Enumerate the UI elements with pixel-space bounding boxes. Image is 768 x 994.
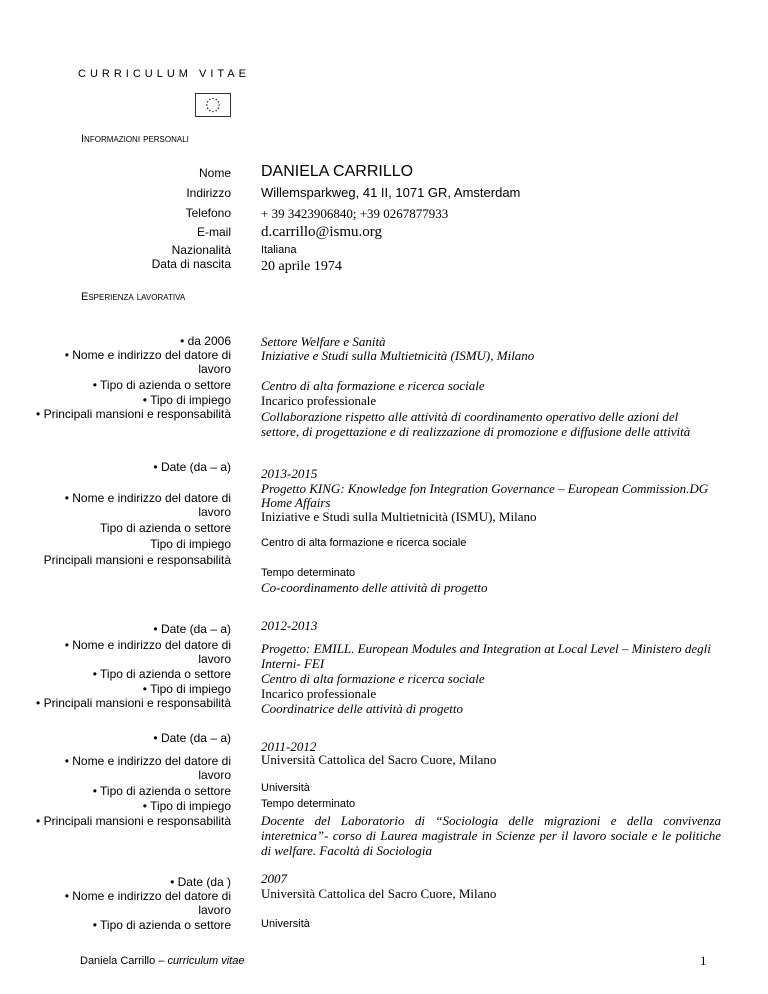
- job5-date-label: • Date (da ): [170, 875, 231, 889]
- eu-flag-icon: [195, 93, 231, 117]
- job4-employer: Università Cattolica del Sacro Cuore, Milano: [261, 752, 497, 767]
- job5-type-label: • Tipo di azienda o settore: [92, 918, 231, 932]
- job2-duties-label: Principali mansioni e responsabilità: [43, 553, 231, 567]
- job4-dates: 2011-2012: [261, 739, 317, 754]
- phone-label: Telefono: [185, 206, 231, 220]
- page-number: 1: [700, 953, 707, 968]
- job1-employer-label-2: lavoro: [198, 362, 231, 376]
- job2-dates: 2013-2015: [261, 466, 318, 481]
- job1-date-label: • da 2006: [180, 334, 231, 348]
- email-label: E-mail: [196, 225, 231, 239]
- job1-duties-2: settore, di progettazione e di realizzazione di promozione e diffusione delle attività: [261, 424, 691, 439]
- job4-employer-label-2: lavoro: [198, 768, 231, 782]
- name-value: DANIELA CARRILLO: [261, 163, 414, 180]
- job5-type: Università: [261, 918, 310, 930]
- address-label: Indirizzo: [186, 186, 231, 200]
- job1-role-label: • Tipo di impiego: [142, 393, 231, 407]
- document-title: CURRICULUM VITAE: [78, 68, 250, 80]
- name-label: Nome: [198, 166, 231, 180]
- birth-value: 20 aprile 1974: [261, 259, 342, 274]
- job3-role-label: • Tipo di impiego: [142, 682, 231, 696]
- birth-label: Data di nascita: [151, 257, 231, 271]
- job5-employer-label-2: lavoro: [198, 903, 231, 917]
- job5-employer-label: • Nome e indirizzo del datore di: [64, 889, 231, 903]
- job3-dates: 2012-2013: [261, 618, 318, 633]
- job2-duties: Co-coordinamento delle attività di progetto: [261, 580, 488, 595]
- job1-type: Centro di alta formazione e ricerca sociale: [261, 378, 485, 393]
- section-personal-info: Informazioni personali: [81, 133, 189, 145]
- email-value: d.carrillo@ismu.org: [261, 224, 383, 240]
- job4-duties-label: • Principali mansioni e responsabilità: [36, 814, 231, 828]
- job3-type: Centro di alta formazione e ricerca sociale: [261, 671, 485, 686]
- job5-dates: 2007: [261, 871, 287, 886]
- address-value: Willemsparkweg, 41 II, 1071 GR, Amsterdam: [261, 185, 521, 200]
- job2-project-2: Home Affairs: [261, 495, 331, 510]
- job2-type-label: Tipo di azienda o settore: [100, 521, 231, 535]
- job4-type: Università: [261, 782, 310, 794]
- job3-role: Incarico professionale: [261, 686, 377, 701]
- job3-type-label: • Tipo di azienda o settore: [92, 667, 231, 681]
- job3-project-2: Interni- FEI: [261, 656, 325, 671]
- nationality-label: Nazionalità: [171, 243, 231, 257]
- job4-type-label: • Tipo di azienda o settore: [92, 784, 231, 798]
- job4-role: Tempo determinato: [261, 798, 356, 810]
- job2-date-label: • Date (da – a): [153, 460, 231, 474]
- job1-type-label: • Tipo di azienda o settore: [92, 378, 231, 392]
- phone-value: + 39 3423906840; +39 0267877933: [261, 206, 449, 221]
- job3-duties-label: • Principali mansioni e responsabilità: [36, 696, 231, 710]
- job2-project-1: Progetto KING: Knowledge fon Integration Governance – European Commission.DG: [261, 481, 709, 496]
- job2-employer-label: • Nome e indirizzo del datore di: [64, 491, 231, 505]
- job4-role-label: • Tipo di impiego: [142, 799, 231, 813]
- job2-type: Centro di alta formazione e ricerca sociale: [261, 537, 467, 549]
- job4-duties-2: interetnica”- corso di Laurea magistrale in Scienze per il lavoro sociale e le politiche: [261, 828, 721, 843]
- nationality-value: Italiana: [261, 244, 297, 256]
- footer-author: Daniela Carrillo – curriculum vitae: [80, 955, 245, 967]
- job3-duties: Coordinatrice delle attività di progetto: [261, 701, 463, 716]
- job1-role: Incarico professionale: [261, 393, 377, 408]
- job3-employer-label-2: lavoro: [198, 652, 231, 666]
- job2-role: Tempo determinato: [261, 567, 356, 579]
- job2-employer-label-2: lavoro: [198, 505, 231, 519]
- job3-project-1: Progetto: EMILL. European Modules and Integration at Local Level – Ministero degli: [261, 641, 711, 656]
- job4-duties-3: di welfare. Facoltà di Sociologia: [261, 843, 433, 858]
- job1-duties-label: • Principali mansioni e responsabilità: [36, 407, 231, 421]
- section-experience: Esperienza lavorativa: [81, 291, 186, 303]
- job1-employer: Iniziative e Studi sulla Multietnicità (ISMU), Milano: [261, 348, 535, 363]
- job5-employer: Università Cattolica del Sacro Cuore, Milano: [261, 886, 497, 901]
- job3-employer-label: • Nome e indirizzo del datore di: [64, 638, 231, 652]
- job2-employer: Iniziative e Studi sulla Multietnicità (ISMU), Milano: [261, 509, 537, 524]
- job2-role-label: Tipo di impiego: [150, 537, 231, 551]
- job1-employer-label: • Nome e indirizzo del datore di: [64, 348, 231, 362]
- job4-duties-1: Docente del Laboratorio di “Sociologia delle migrazioni e della convivenza: [261, 813, 721, 828]
- job1-sector: Settore Welfare e Sanità: [261, 334, 386, 349]
- job3-date-label: • Date (da – a): [153, 622, 231, 636]
- job1-duties-1: Collaborazione rispetto alle attività di coordinamento operativo delle azioni del: [261, 409, 679, 424]
- job4-date-label: • Date (da – a): [153, 731, 231, 745]
- job4-employer-label: • Nome e indirizzo del datore di: [64, 754, 231, 768]
